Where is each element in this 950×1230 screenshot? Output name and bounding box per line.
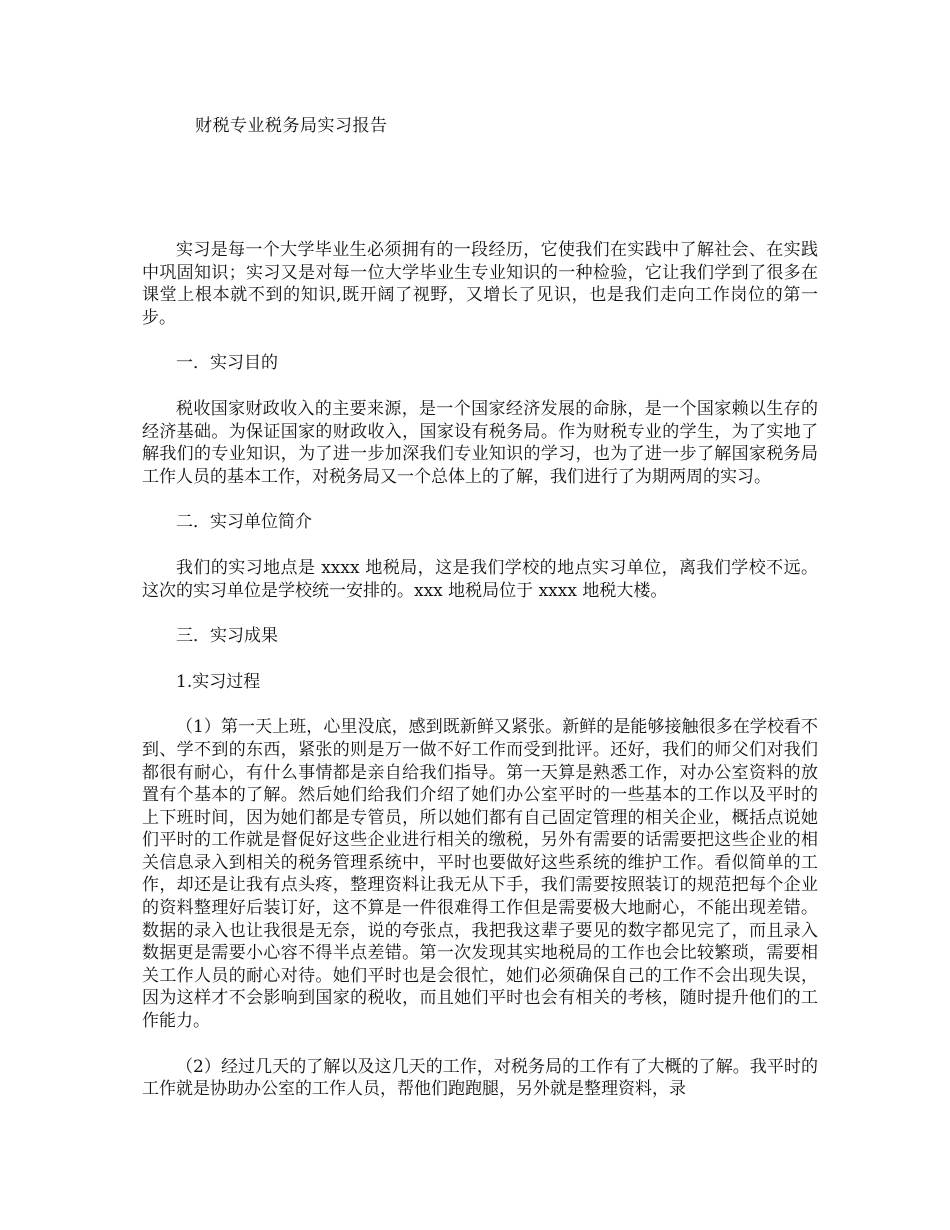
- document-title: 财税专业税务局实习报告: [195, 116, 388, 136]
- intro-paragraph: 实习是每一个大学毕业生必须拥有的一段经历，它使我们在实践中了解社会、在实践中巩固知识；实习又是对每一位大学毕业生专业知识的一种检验，它让我们学到了很多在课堂上根本就不到的知识,既开阔了视野，又增长了见识，也是我们走向工作岗位的第一步。: [142, 240, 818, 328]
- subsection-heading-process: 1.实习过程: [176, 671, 261, 692]
- unit-paragraph: 我们的实习地点是 xxxx 地税局，这是我们学校的地点实习单位，离我们学校不远。这次的实习单位是学校统一安排的。xxx 地税局位于 xxxx 地税大楼。: [142, 557, 818, 601]
- purpose-paragraph: 税收国家财政收入的主要来源，是一个国家经济发展的命脉，是一个国家赖以生存的经济基础。为保证国家的财政收入，国家设有税务局。作为财税专业的学生，为了实地了解我们的专业知识，为了进一步加深我们专业知识的学习，也为了进一步了解国家税务局工作人员的基本工作，对税务局又一个总体上的了解，我们进行了为期两周的实习。: [142, 398, 818, 487]
- section-heading-purpose: 一．实习目的: [176, 353, 278, 374]
- process-paragraph-1: （1）第一天上班，心里没底，感到既新鲜又紧张。新鲜的是能够接触很多在学校看不到、学不到的东西，紧张的则是万一做不好工作而受到批评。还好，我们的师父们对我们都很有耐心，有什么事情都是亲自给我们指导。第一天算是熟悉工作，对办公室资料的放置有个基本的了解。然后她们给我们介绍了她们办公室平时的一些基本的工作以及平时的上下班时间，因为她们都是专管员，所以她们都有自己固定管理的相关企业，概括点说她们平时的工作就是督促好这些企业进行相关的缴税，另外有需要的话需要把这些企业的相关信息录入到相关的税务管理系统中，平时也要做好这些系统的维护工作。看似简单的工作，却还是让我有点头疼，整理资料让我无从下手，我们需要按照装订的规范把每个企业的资料整理好后装订好，这不算是一件很难得工作但是需要极大地耐心，不能出现差错。数据的录入也让我很是无奈，说的夸张点，我把我这辈子要见的数字都见完了，而且录入数据更是需要小心容不得半点差错。第一次发现其实地税局的工作也会比较繁琐，需要相关工作人员的耐心对待。她们平时也是会很忙，她们必须确保自己的工作不会出现失误，因为这样才不会影响到国家的税收，而且她们平时也会有相关的考核，随时提升他们的工作能力。: [142, 717, 818, 1032]
- process-paragraph-2: （2）经过几天的了解以及这几天的工作，对税务局的工作有了大概的了解。我平时的工作就是协助办公室的工作人员，帮他们跑跑腿，另外就是整理资料，录: [142, 1056, 818, 1100]
- section-heading-results: 三．实习成果: [176, 626, 278, 647]
- section-heading-unit: 二．实习单位简介: [176, 512, 312, 533]
- document-body: [142, 239, 818, 1101]
